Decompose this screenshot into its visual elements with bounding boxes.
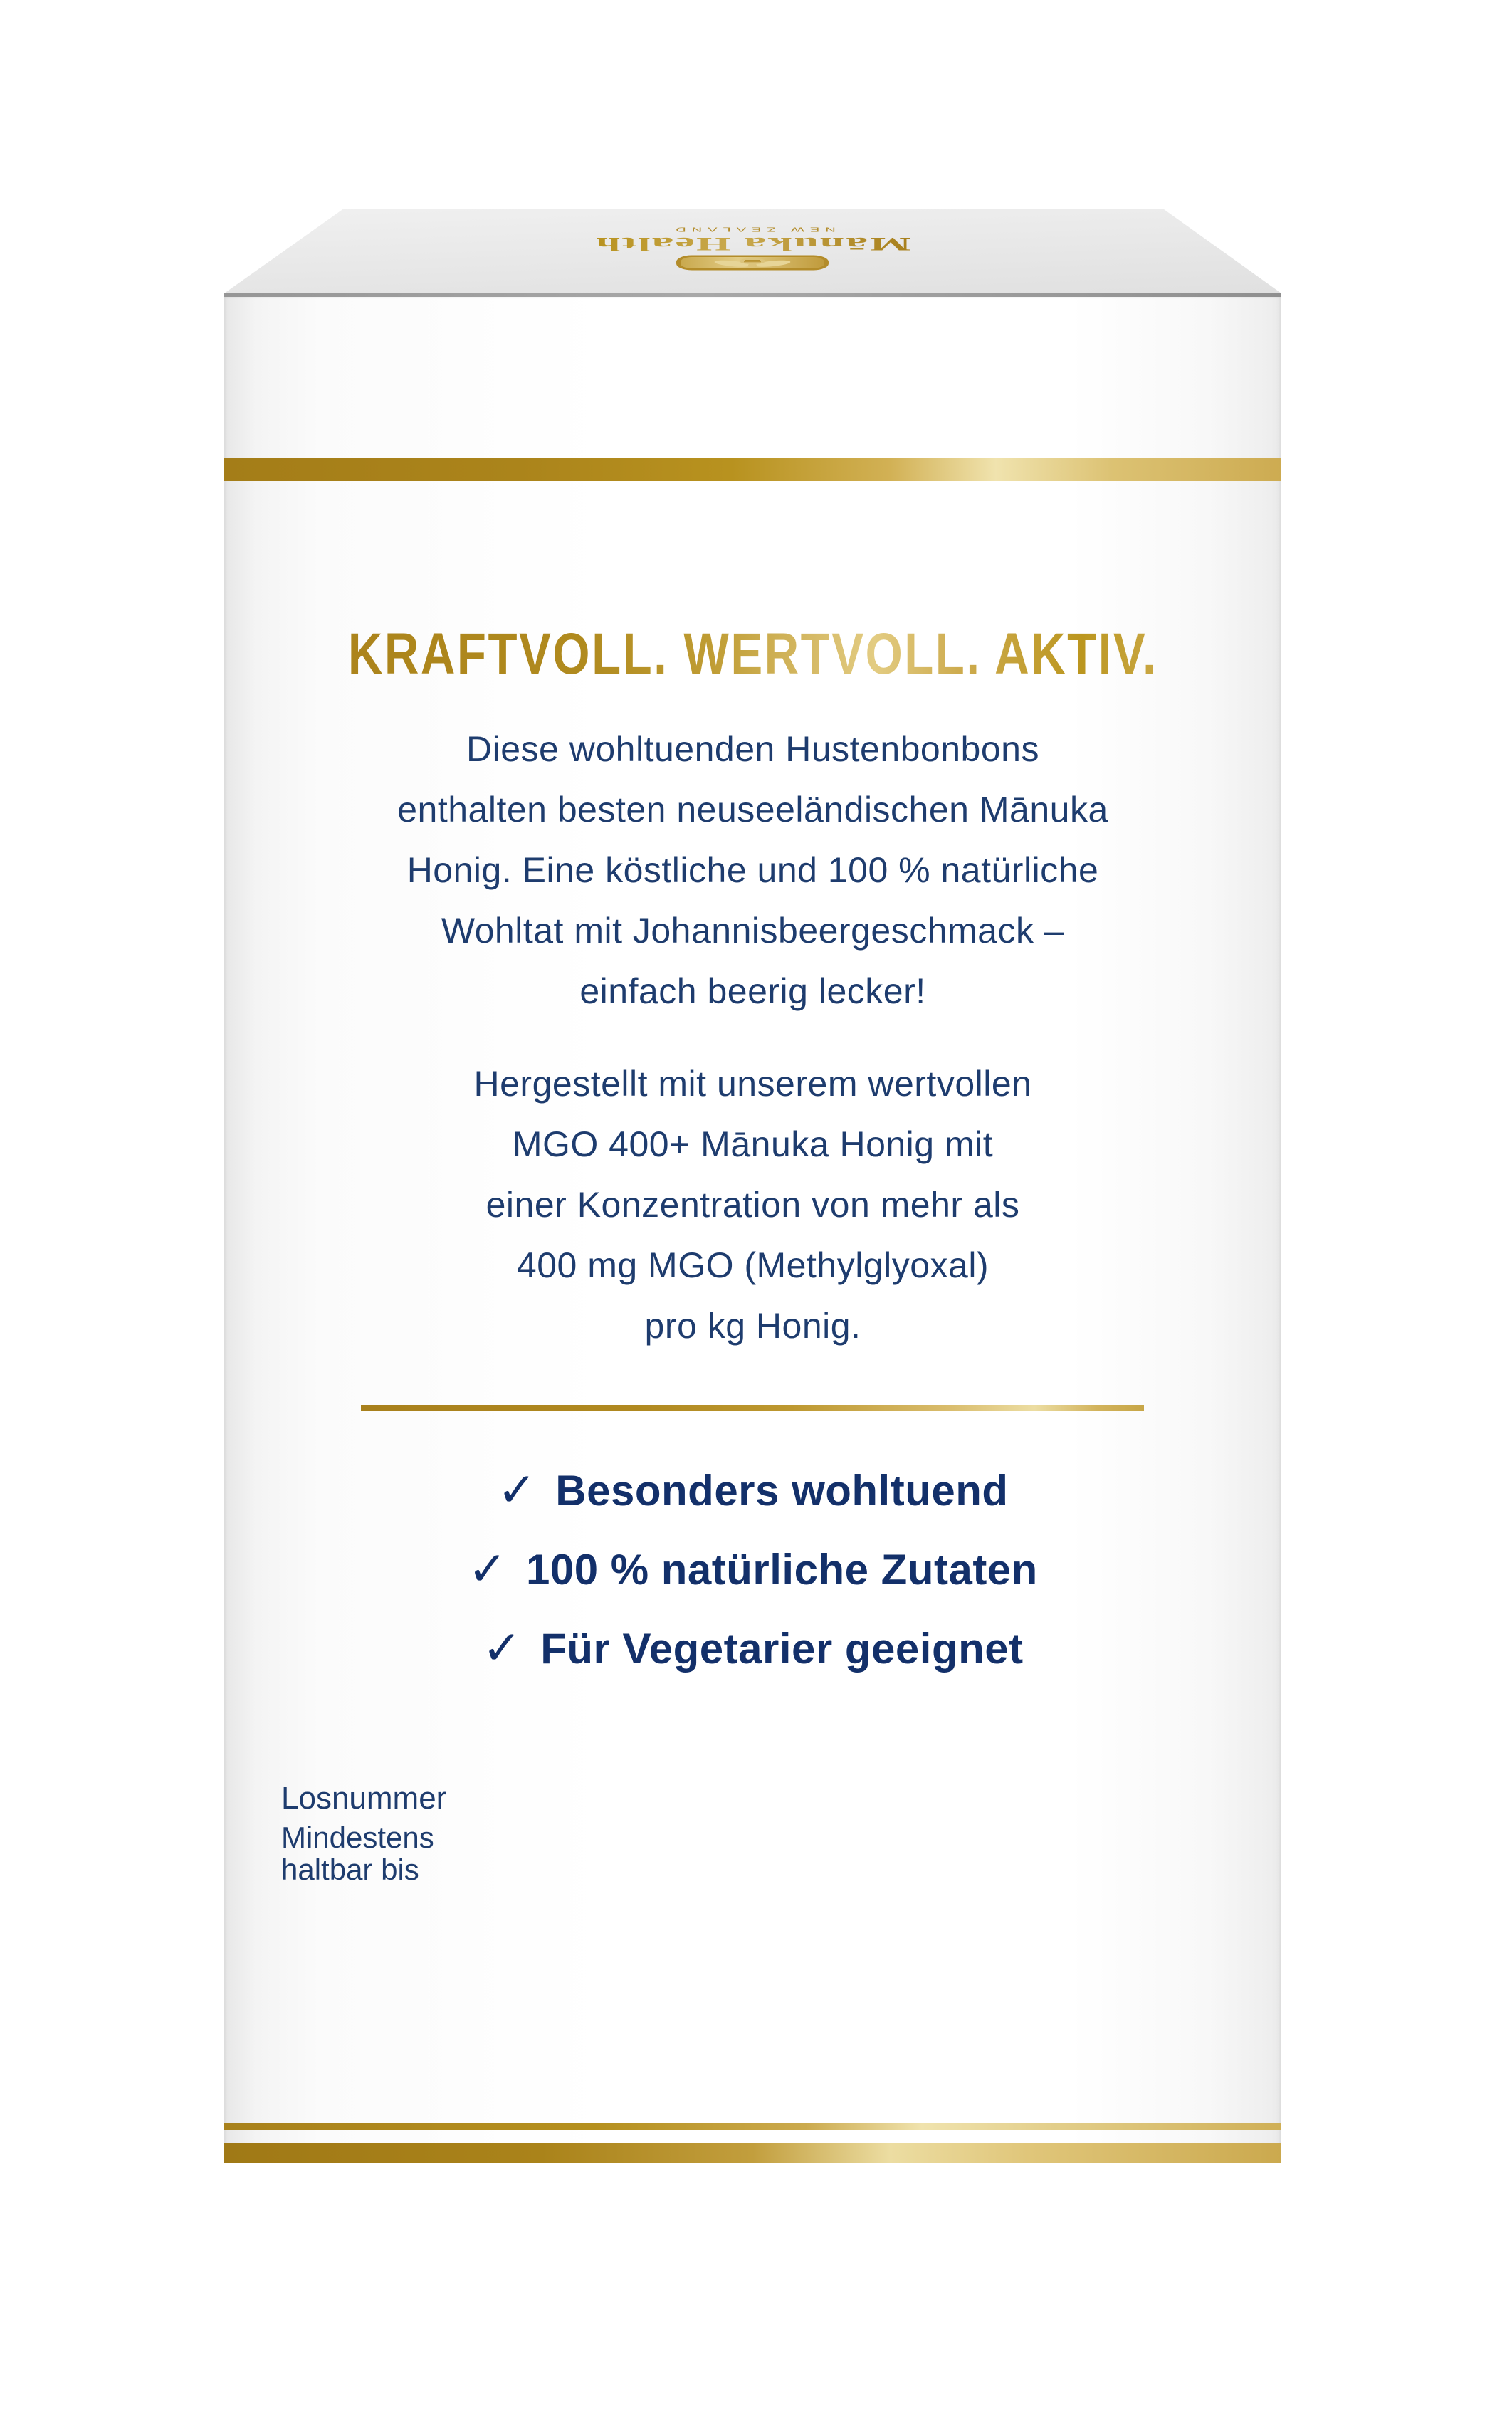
- bee-emblem-icon: [677, 256, 829, 271]
- intro-line: Honig. Eine köstliche und 100 % natürliche: [406, 850, 1099, 890]
- mgo-paragraph: [224, 1054, 1281, 1356]
- intro-line: Wohltat mit Johannisbeergeschmack –: [441, 911, 1065, 951]
- mgo-line: pro kg Honig.: [644, 1306, 861, 1346]
- benefit-label: 100 % natürliche Zutaten: [525, 1546, 1038, 1594]
- mgo-line: einer Konzentration von mehr als: [485, 1185, 1020, 1225]
- benefit-label: Für Vegetarier geeignet: [540, 1625, 1024, 1673]
- intro-line: einfach beerig lecker!: [579, 971, 926, 1011]
- headline: KRAFTVOLL. WERTVOLL. AKTIV.: [320, 625, 1187, 684]
- lot-number-label: Losnummer: [281, 1781, 447, 1816]
- brand-name: Mānuka Health: [594, 234, 911, 254]
- check-icon: ✓: [468, 1542, 508, 1595]
- check-icon: ✓: [497, 1463, 537, 1516]
- mgo-line: Hergestellt mit unserem wertvollen: [473, 1064, 1032, 1104]
- gold-divider: [361, 1405, 1144, 1411]
- gold-line-thin: [224, 2123, 1281, 2130]
- intro-line: Diese wohltuenden Hustenbonbons: [466, 729, 1039, 769]
- box-front-panel: [224, 297, 1281, 2163]
- mgo-line: MGO 400+ Mānuka Honig mit: [512, 1124, 994, 1164]
- benefit-label: Besonders wohltuend: [555, 1467, 1009, 1514]
- expiry-label-line2: haltbar bis: [281, 1853, 419, 1886]
- check-icon: ✓: [482, 1621, 523, 1674]
- lid-brand-logo: [224, 226, 1281, 258]
- batch-info: [281, 1781, 446, 1885]
- expiry-label: [281, 1821, 446, 1885]
- mgo-line: 400 mg MGO (Methylglyoxal): [516, 1245, 989, 1285]
- expiry-label-line1: Mindestens: [281, 1821, 434, 1854]
- intro-line: enthalten besten neuseeländischen Mānuka: [397, 790, 1108, 830]
- benefit-item: [468, 1530, 1038, 1609]
- benefit-item: [482, 1609, 1023, 1688]
- gold-stripe-top: [224, 458, 1281, 481]
- intro-paragraph: [224, 719, 1281, 1022]
- benefits-list: [224, 1451, 1281, 1688]
- gold-band-bottom: [224, 2143, 1281, 2163]
- benefit-item: [497, 1451, 1008, 1530]
- brand-origin: NEW ZEALAND: [670, 226, 836, 233]
